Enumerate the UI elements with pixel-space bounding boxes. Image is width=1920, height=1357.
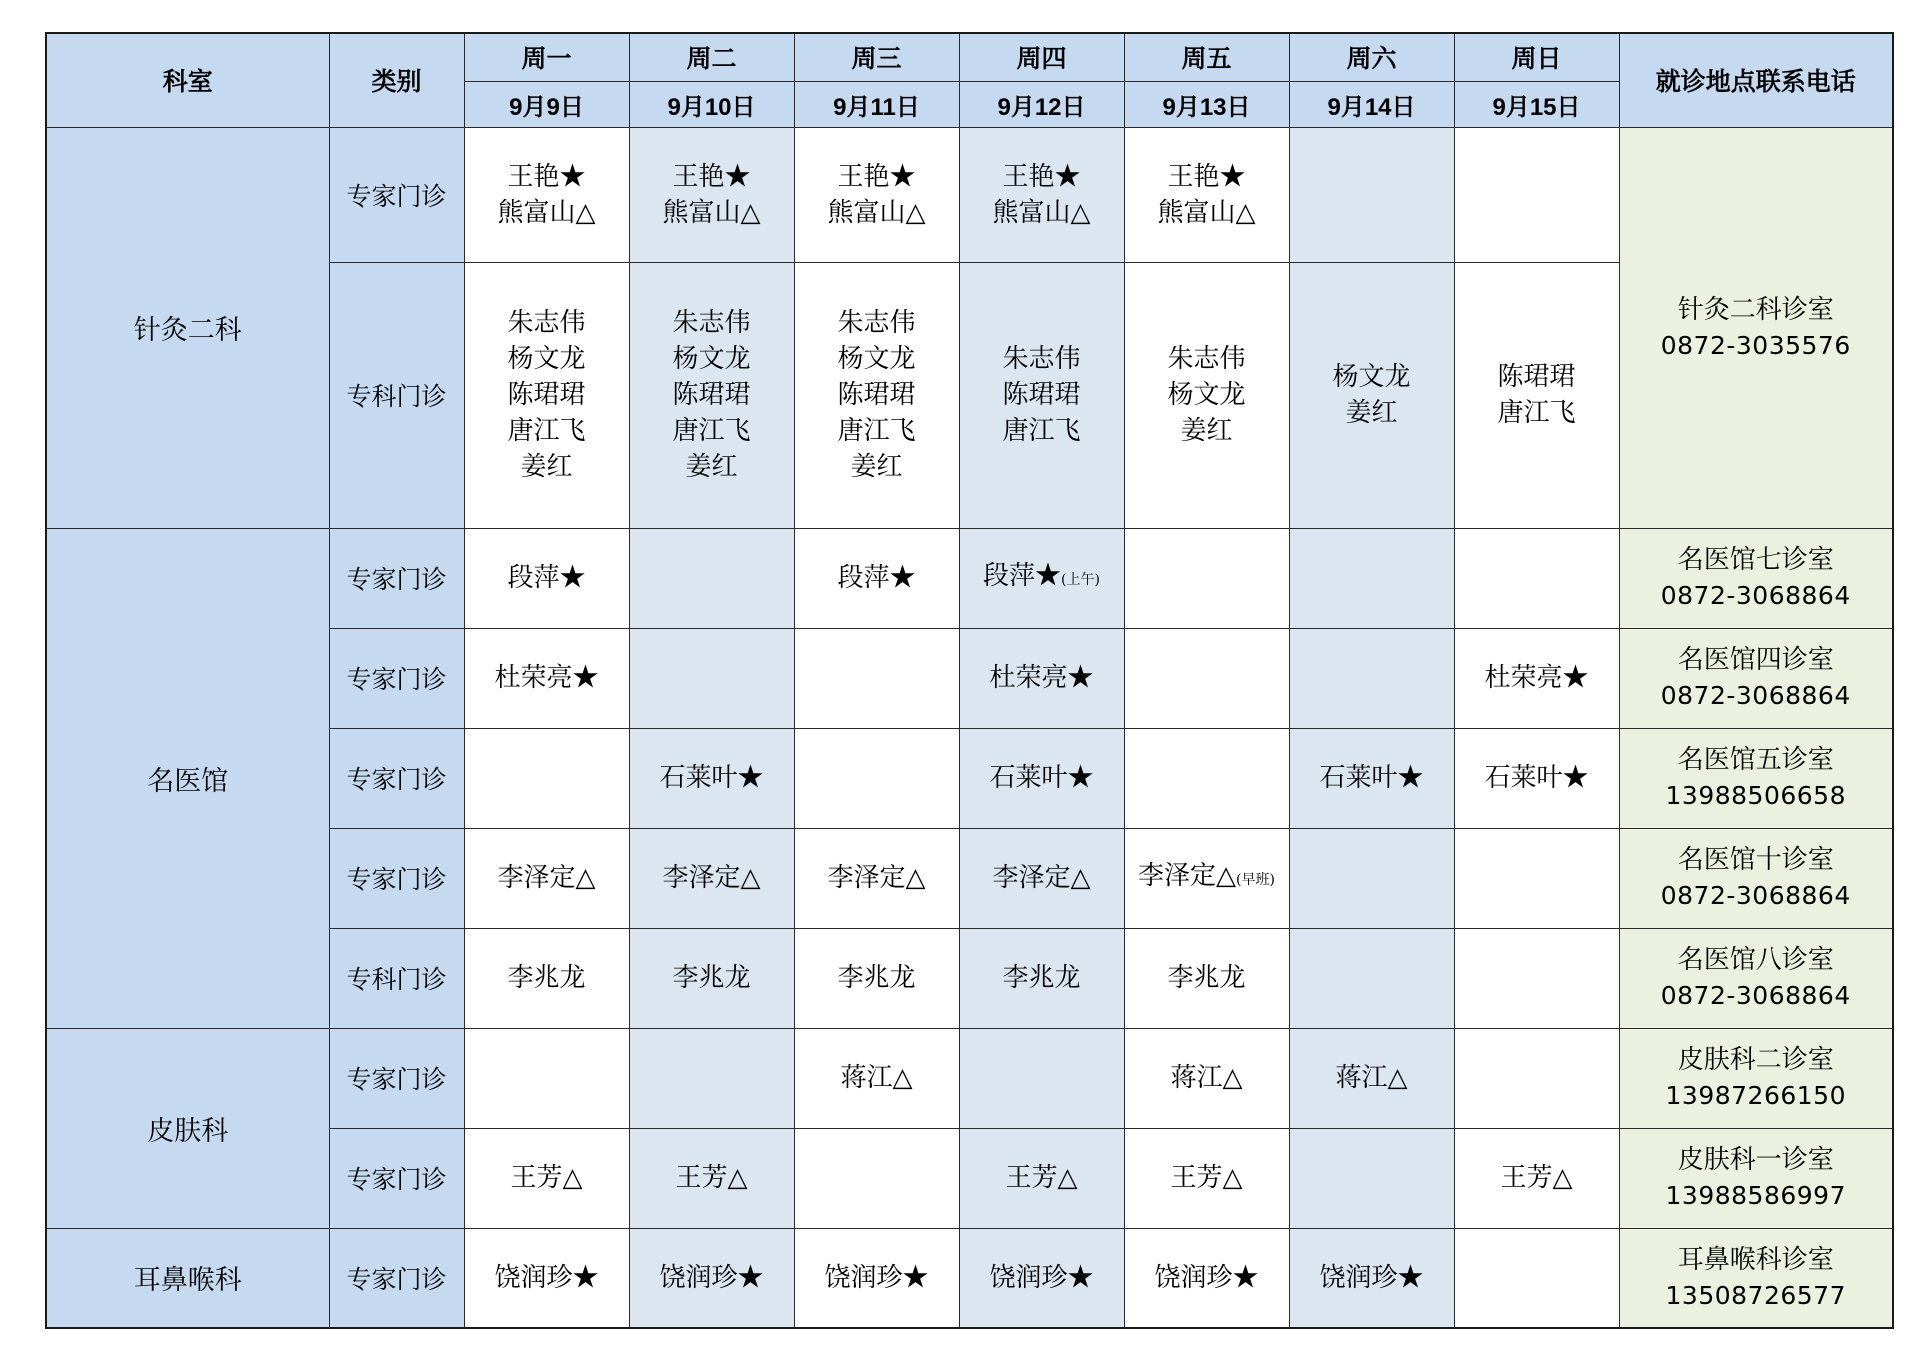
- schedule-cell: 石莱叶★: [959, 728, 1124, 828]
- category-label: 专家门诊: [329, 127, 464, 262]
- category-label: 专科门诊: [329, 928, 464, 1028]
- schedule-cell: [1454, 928, 1619, 1028]
- header-date: 9月13日: [1124, 81, 1289, 127]
- contact-room: 耳鼻喉科诊室: [1677, 1244, 1834, 1275]
- schedule-cell: 石莱叶★: [1454, 728, 1619, 828]
- schedule-cell: [1454, 528, 1619, 628]
- contact-room: 名医馆七诊室: [1677, 545, 1834, 575]
- contact-phone: 0872-3068864: [1660, 681, 1851, 710]
- schedule-cell: 李兆龙: [464, 928, 629, 1028]
- schedule-cell: [794, 628, 959, 728]
- category-label: 专科门诊: [329, 262, 464, 528]
- schedule-cell: [1124, 828, 1289, 928]
- header-weekday: 周二: [629, 33, 794, 81]
- header-weekday: 周五: [1124, 33, 1289, 81]
- contact-phone: 13988586997: [1665, 1181, 1846, 1210]
- schedule-cell: 李兆龙: [1124, 928, 1289, 1028]
- contact-cell: [1619, 728, 1893, 828]
- dept-name: 名医馆: [46, 528, 329, 1028]
- category-label: 专家门诊: [329, 728, 464, 828]
- header-weekday: 周六: [1289, 33, 1454, 81]
- contact-cell: [1619, 1228, 1893, 1328]
- schedule-cell: 王艳★ 熊富山△: [1124, 127, 1289, 262]
- schedule-cell: 王芳△: [629, 1128, 794, 1228]
- contact-cell: [1619, 1028, 1893, 1128]
- contact-room: 皮肤科二诊室: [1677, 1045, 1834, 1075]
- schedule-cell: 杨文龙 姜红: [1289, 262, 1454, 528]
- header-weekday: 周四: [959, 33, 1124, 81]
- schedule-cell: [1289, 928, 1454, 1028]
- schedule-cell: 陈珺珺 唐江飞: [1454, 262, 1619, 528]
- schedule-cell: 杜荣亮★: [959, 628, 1124, 728]
- schedule-cell: [464, 728, 629, 828]
- schedule-cell: 李兆龙: [959, 928, 1124, 1028]
- contact-cell: [1619, 628, 1893, 728]
- schedule-cell: 李泽定△: [464, 828, 629, 928]
- contact-room: 针灸二科诊室: [1677, 294, 1834, 325]
- schedule-cell: [1454, 1228, 1619, 1328]
- schedule-cell: 王芳△: [1124, 1128, 1289, 1228]
- schedule-cell: 朱志伟 杨文龙 陈珺珺 唐江飞 姜红: [629, 262, 794, 528]
- schedule-cell: [629, 1028, 794, 1128]
- contact-phone: 0872-3068864: [1660, 881, 1851, 910]
- header-contact: 就诊地点联系电话: [1619, 33, 1893, 127]
- schedule-cell: 王艳★ 熊富山△: [794, 127, 959, 262]
- schedule-cell: 饶润珍★: [794, 1228, 959, 1328]
- schedule-cell: [1124, 628, 1289, 728]
- schedule-cell: 王艳★ 熊富山△: [629, 127, 794, 262]
- schedule-cell: 朱志伟 杨文龙 姜红: [1124, 262, 1289, 528]
- schedule-cell: 李泽定△: [959, 828, 1124, 928]
- doctor-name: 李泽定△: [1138, 861, 1237, 891]
- shift-note: (上午): [1061, 572, 1100, 588]
- schedule-table: [45, 32, 1894, 1329]
- schedule-row: [46, 1228, 1893, 1328]
- schedule-row: [46, 528, 1893, 628]
- schedule-cell: 段萍★: [464, 528, 629, 628]
- contact-room: 名医馆八诊室: [1677, 945, 1834, 975]
- contact-room: 名医馆十诊室: [1677, 845, 1834, 875]
- category-label: 专家门诊: [329, 528, 464, 628]
- header-date: 9月9日: [464, 81, 629, 127]
- contact-phone: 13508726577: [1665, 1280, 1846, 1310]
- contact-phone: 13987266150: [1665, 1081, 1846, 1110]
- dept-name: 耳鼻喉科: [46, 1228, 329, 1328]
- schedule-cell: 蒋江△: [794, 1028, 959, 1128]
- schedule-cell: 王芳△: [959, 1128, 1124, 1228]
- header-date: 9月15日: [1454, 81, 1619, 127]
- header-row-weekdays: [46, 33, 1893, 81]
- schedule-cell: 王芳△: [464, 1128, 629, 1228]
- schedule-cell: [1454, 127, 1619, 262]
- schedule-cell: 饶润珍★: [629, 1228, 794, 1328]
- schedule-cell: [1289, 828, 1454, 928]
- table-header: [46, 33, 1893, 127]
- schedule-cell: [629, 528, 794, 628]
- dept-name: 皮肤科: [46, 1028, 329, 1228]
- schedule-cell: 朱志伟 陈珺珺 唐江飞: [959, 262, 1124, 528]
- schedule-cell: 李泽定△: [629, 828, 794, 928]
- schedule-cell: 李兆龙: [794, 928, 959, 1028]
- header-weekday: 周三: [794, 33, 959, 81]
- category-label: 专家门诊: [329, 828, 464, 928]
- schedule-cell: [959, 528, 1124, 628]
- contact-room: 名医馆五诊室: [1677, 745, 1834, 775]
- contact-phone: 0872-3035576: [1660, 330, 1851, 360]
- shift-note: (早班): [1236, 872, 1275, 888]
- schedule-cell: [1289, 1128, 1454, 1228]
- schedule-cell: 李兆龙: [629, 928, 794, 1028]
- contact-cell: [1619, 1128, 1893, 1228]
- schedule-cell: 饶润珍★: [1289, 1228, 1454, 1328]
- schedule-cell: 蒋江△: [1289, 1028, 1454, 1128]
- schedule-cell: [959, 1028, 1124, 1128]
- header-category: 类别: [329, 33, 464, 127]
- schedule-cell: [629, 628, 794, 728]
- schedule-cell: [1454, 1028, 1619, 1128]
- schedule-cell: 饶润珍★: [959, 1228, 1124, 1328]
- schedule-cell: [1454, 828, 1619, 928]
- schedule-cell: 王艳★ 熊富山△: [959, 127, 1124, 262]
- header-date: 9月11日: [794, 81, 959, 127]
- contact-phone: 13988506658: [1665, 781, 1846, 810]
- schedule-cell: 饶润珍★: [464, 1228, 629, 1328]
- schedule-cell: 石莱叶★: [1289, 728, 1454, 828]
- header-date: 9月12日: [959, 81, 1124, 127]
- header-dept: 科室: [46, 33, 329, 127]
- header-date: 9月10日: [629, 81, 794, 127]
- schedule-cell: [464, 1028, 629, 1128]
- schedule-cell: [794, 728, 959, 828]
- schedule-cell: [1124, 528, 1289, 628]
- table-body: [46, 127, 1893, 1328]
- contact-room: 皮肤科一诊室: [1677, 1145, 1834, 1175]
- schedule-cell: 饶润珍★: [1124, 1228, 1289, 1328]
- schedule-cell: 朱志伟 杨文龙 陈珺珺 唐江飞 姜红: [464, 262, 629, 528]
- schedule-cell: 李泽定△: [794, 828, 959, 928]
- contact-cell: [1619, 828, 1893, 928]
- contact-phone: 0872-3068864: [1660, 581, 1851, 610]
- contact-cell: [1619, 928, 1893, 1028]
- schedule-cell: 王芳△: [1454, 1128, 1619, 1228]
- category-label: 专家门诊: [329, 1128, 464, 1228]
- header-weekday: 周日: [1454, 33, 1619, 81]
- header-weekday: 周一: [464, 33, 629, 81]
- schedule-cell: 朱志伟 杨文龙 陈珺珺 唐江飞 姜红: [794, 262, 959, 528]
- schedule-cell: 石莱叶★: [629, 728, 794, 828]
- schedule-row: [46, 1028, 1893, 1128]
- schedule-cell: [1289, 628, 1454, 728]
- schedule-row: [46, 127, 1893, 262]
- schedule-cell: [1124, 728, 1289, 828]
- dept-name: 针灸二科: [46, 127, 329, 528]
- contact-cell: [1619, 127, 1893, 528]
- schedule-cell: [1289, 127, 1454, 262]
- contact-phone: 0872-3068864: [1660, 981, 1851, 1010]
- schedule-cell: 杜荣亮★: [1454, 628, 1619, 728]
- schedule-cell: [1289, 528, 1454, 628]
- contact-cell: [1619, 528, 1893, 628]
- schedule-cell: 王艳★ 熊富山△: [464, 127, 629, 262]
- category-label: 专家门诊: [329, 1028, 464, 1128]
- contact-room: 名医馆四诊室: [1677, 645, 1834, 675]
- header-date: 9月14日: [1289, 81, 1454, 127]
- schedule-cell: 蒋江△: [1124, 1028, 1289, 1128]
- doctor-name: 段萍★: [983, 561, 1062, 591]
- schedule-cell: 段萍★: [794, 528, 959, 628]
- category-label: 专家门诊: [329, 628, 464, 728]
- category-label: 专家门诊: [329, 1228, 464, 1328]
- schedule-cell: 杜荣亮★: [464, 628, 629, 728]
- schedule-cell: [794, 1128, 959, 1228]
